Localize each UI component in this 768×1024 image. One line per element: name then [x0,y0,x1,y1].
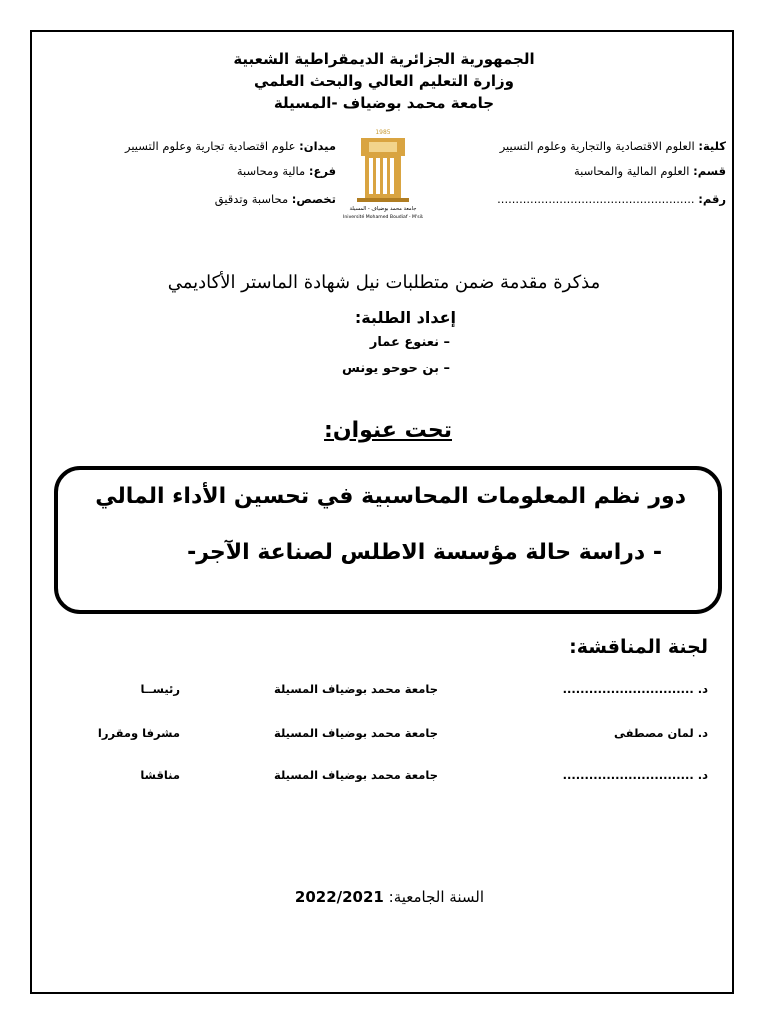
academic-year-value: 2022/2021 [294,888,384,906]
number-value: ...................................................... [497,192,695,206]
prepared-by-heading: إعداد الطلبة: [354,308,456,327]
faculty-line [500,139,726,153]
thesis-title-line-2: - دراسة حالة مؤسسة الاطلس لصناعة الآجر- [187,540,662,565]
faculty-value: العلوم الاقتصادية والتجارية وعلوم التسيير [499,139,695,153]
logo-latin-text: Université Mohamed Boudiaf - M'sila [343,215,423,220]
member-1-name: د. .............................. [562,682,708,696]
faculty-key: كلية: [698,139,726,153]
university-logo [343,126,423,221]
branch-line [237,164,336,178]
member-3-name: د. .............................. [562,768,708,782]
thesis-title-line-1: دور نظم المعلومات المحاسبية في تحسين الأداء المالي [95,484,686,509]
department-value: العلوم المالية والمحاسبة [573,164,690,178]
republic-title: الجمهورية الجزائرية الديمقراطية الشعبية [233,50,535,68]
under-title-heading: تحت عنوان: [324,418,452,443]
ministry-title: وزارة التعليم العالي والبحث العلمي [253,72,515,90]
department-key: قسم: [693,164,726,178]
university-title: جامعة محمد بوضياف -المسيلة [273,94,495,112]
branch-value: مالية ومحاسبة [236,164,306,178]
specialty-line [215,192,336,206]
field-key: ميدان: [299,139,336,153]
field-value: علوم اقتصادية تجارية وعلوم التسيير [124,139,296,153]
university-logo-icon [343,126,423,221]
logo-arabic-text: جامعة محمد بوضياف - المسيلة [349,206,417,212]
field-line [125,139,336,153]
branch-key: فرع: [308,164,336,178]
number-line [497,192,726,206]
specialty-key: تخصص: [291,192,336,206]
specialty-value: محاسبة وتدقيق [214,192,289,206]
committee-heading: لجنة المناقشة: [569,636,708,658]
member-2-name: د. لمان مصطفى [613,726,708,740]
member-2-role: مشرفا ومقررا [97,726,180,740]
academic-year-label: السنة الجامعية: [388,888,484,906]
member-1-role: رئيســا [140,682,180,696]
memo-text: مذكرة مقدمة ضمن متطلبات نيل شهادة الماستر الأكاديمي [167,272,601,293]
department-line [574,164,726,178]
member-1-university: جامعة محمد بوضياف المسيلة [273,682,438,696]
number-key: رقم: [698,192,726,206]
student-2: – بن حوحو يونس [342,361,450,376]
member-3-university: جامعة محمد بوضياف المسيلة [273,768,438,782]
student-1: – نعنوع عمار [369,335,450,350]
logo-year: 1985 [375,129,391,136]
member-3-role: مناقشا [140,768,180,782]
academic-year-line [295,888,484,906]
member-2-university: جامعة محمد بوضياف المسيلة [273,726,438,740]
